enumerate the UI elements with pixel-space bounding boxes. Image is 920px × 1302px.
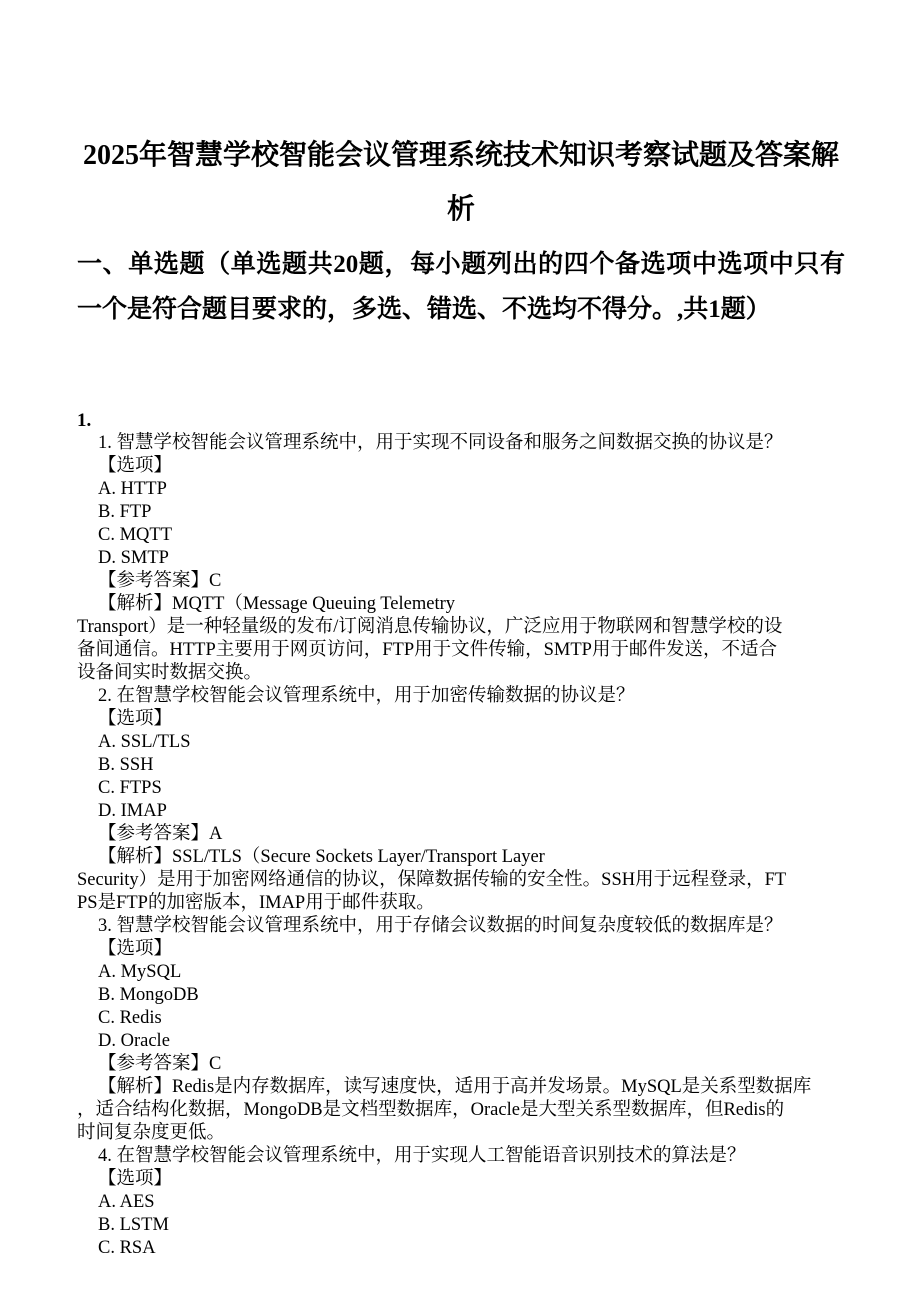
- analysis-line: 【解析】Redis是内存数据库，读写速度快，适用于高并发场景。MySQL是关系型数据库: [98, 1077, 812, 1097]
- question-line: 1. 智慧学校智能会议管理系统中，用于实现不同设备和服务之间数据交换的协议是？: [98, 433, 783, 453]
- option-line: C. RSA: [98, 1238, 156, 1258]
- option-line: B. SSH: [98, 755, 154, 775]
- option-line: C. MQTT: [98, 525, 172, 545]
- document-title-line-1: 2025年智慧学校智能会议管理系统技术知识考察试题及答案解: [82, 140, 839, 171]
- analysis-continuation-line: 时间复杂度更低。: [77, 1123, 226, 1143]
- analysis-continuation-line: PS是FTP的加密版本，IMAP用于邮件获取。: [77, 893, 435, 913]
- document-title-line-2: 析: [446, 194, 475, 225]
- section-heading: [77, 242, 845, 332]
- option-line: A. SSL/TLS: [98, 732, 191, 752]
- analysis-continuation-line: 设备间实时数据交换。: [77, 663, 263, 683]
- answer-line: 【参考答案】A: [98, 824, 223, 844]
- option-line: A. HTTP: [98, 479, 167, 499]
- analysis-continuation-line: Security）是用于加密网络通信的协议，保障数据传输的安全性。SSH用于远程登录，FT: [77, 870, 787, 890]
- section-heading-line-1: 一、单选题（单选题共20题，每小题列出的四个备选项中选项中只有: [77, 251, 845, 278]
- option-line: D. Oracle: [98, 1031, 170, 1051]
- options-label-line: 【选项】: [98, 939, 173, 959]
- question-block: [77, 409, 845, 1260]
- question-group-number: 1.: [77, 410, 92, 431]
- answer-line: 【参考答案】C: [98, 1054, 222, 1074]
- option-line: B. MongoDB: [98, 985, 199, 1005]
- analysis-line: 【解析】SSL/TLS（Secure Sockets Layer/Transport Layer: [98, 847, 545, 867]
- option-line: D. IMAP: [98, 801, 167, 821]
- analysis-continuation-line: 备间通信。HTTP主要用于网页访问，FTP用于文件传输，SMTP用于邮件发送，不适合: [77, 640, 777, 660]
- analysis-continuation-line: ，适合结构化数据，MongoDB是文档型数据库，Oracle是大型关系型数据库，但Redis的: [77, 1100, 785, 1120]
- question-line: 2. 在智慧学校智能会议管理系统中，用于加密传输数据的协议是？: [98, 686, 635, 706]
- question-line: 3. 智慧学校智能会议管理系统中，用于存储会议数据的时间复杂度较低的数据库是？: [98, 916, 783, 936]
- question-lines: [77, 432, 845, 1260]
- option-line: B. LSTM: [98, 1215, 169, 1235]
- section-heading-line-2: 一个是符合题目要求的，多选、错选、不选均不得分。,共1题）: [77, 296, 771, 323]
- analysis-continuation-line: Transport）是一种轻量级的发布/订阅消息传输协议，广泛应用于物联网和智慧学校的设: [77, 617, 783, 637]
- option-line: A. MySQL: [98, 962, 182, 982]
- options-label-line: 【选项】: [98, 1169, 173, 1189]
- analysis-line: 【解析】MQTT（Message Queuing Telemetry: [98, 594, 455, 614]
- option-line: B. FTP: [98, 502, 152, 522]
- option-line: C. FTPS: [98, 778, 162, 798]
- answer-line: 【参考答案】C: [98, 571, 222, 591]
- option-line: D. SMTP: [98, 548, 169, 568]
- option-line: A. AES: [98, 1192, 155, 1212]
- options-label-line: 【选项】: [98, 709, 173, 729]
- options-label-line: 【选项】: [98, 456, 173, 476]
- question-line: 4. 在智慧学校智能会议管理系统中，用于实现人工智能语音识别技术的算法是？: [98, 1146, 746, 1166]
- document-title: [77, 129, 845, 237]
- option-line: C. Redis: [98, 1008, 162, 1028]
